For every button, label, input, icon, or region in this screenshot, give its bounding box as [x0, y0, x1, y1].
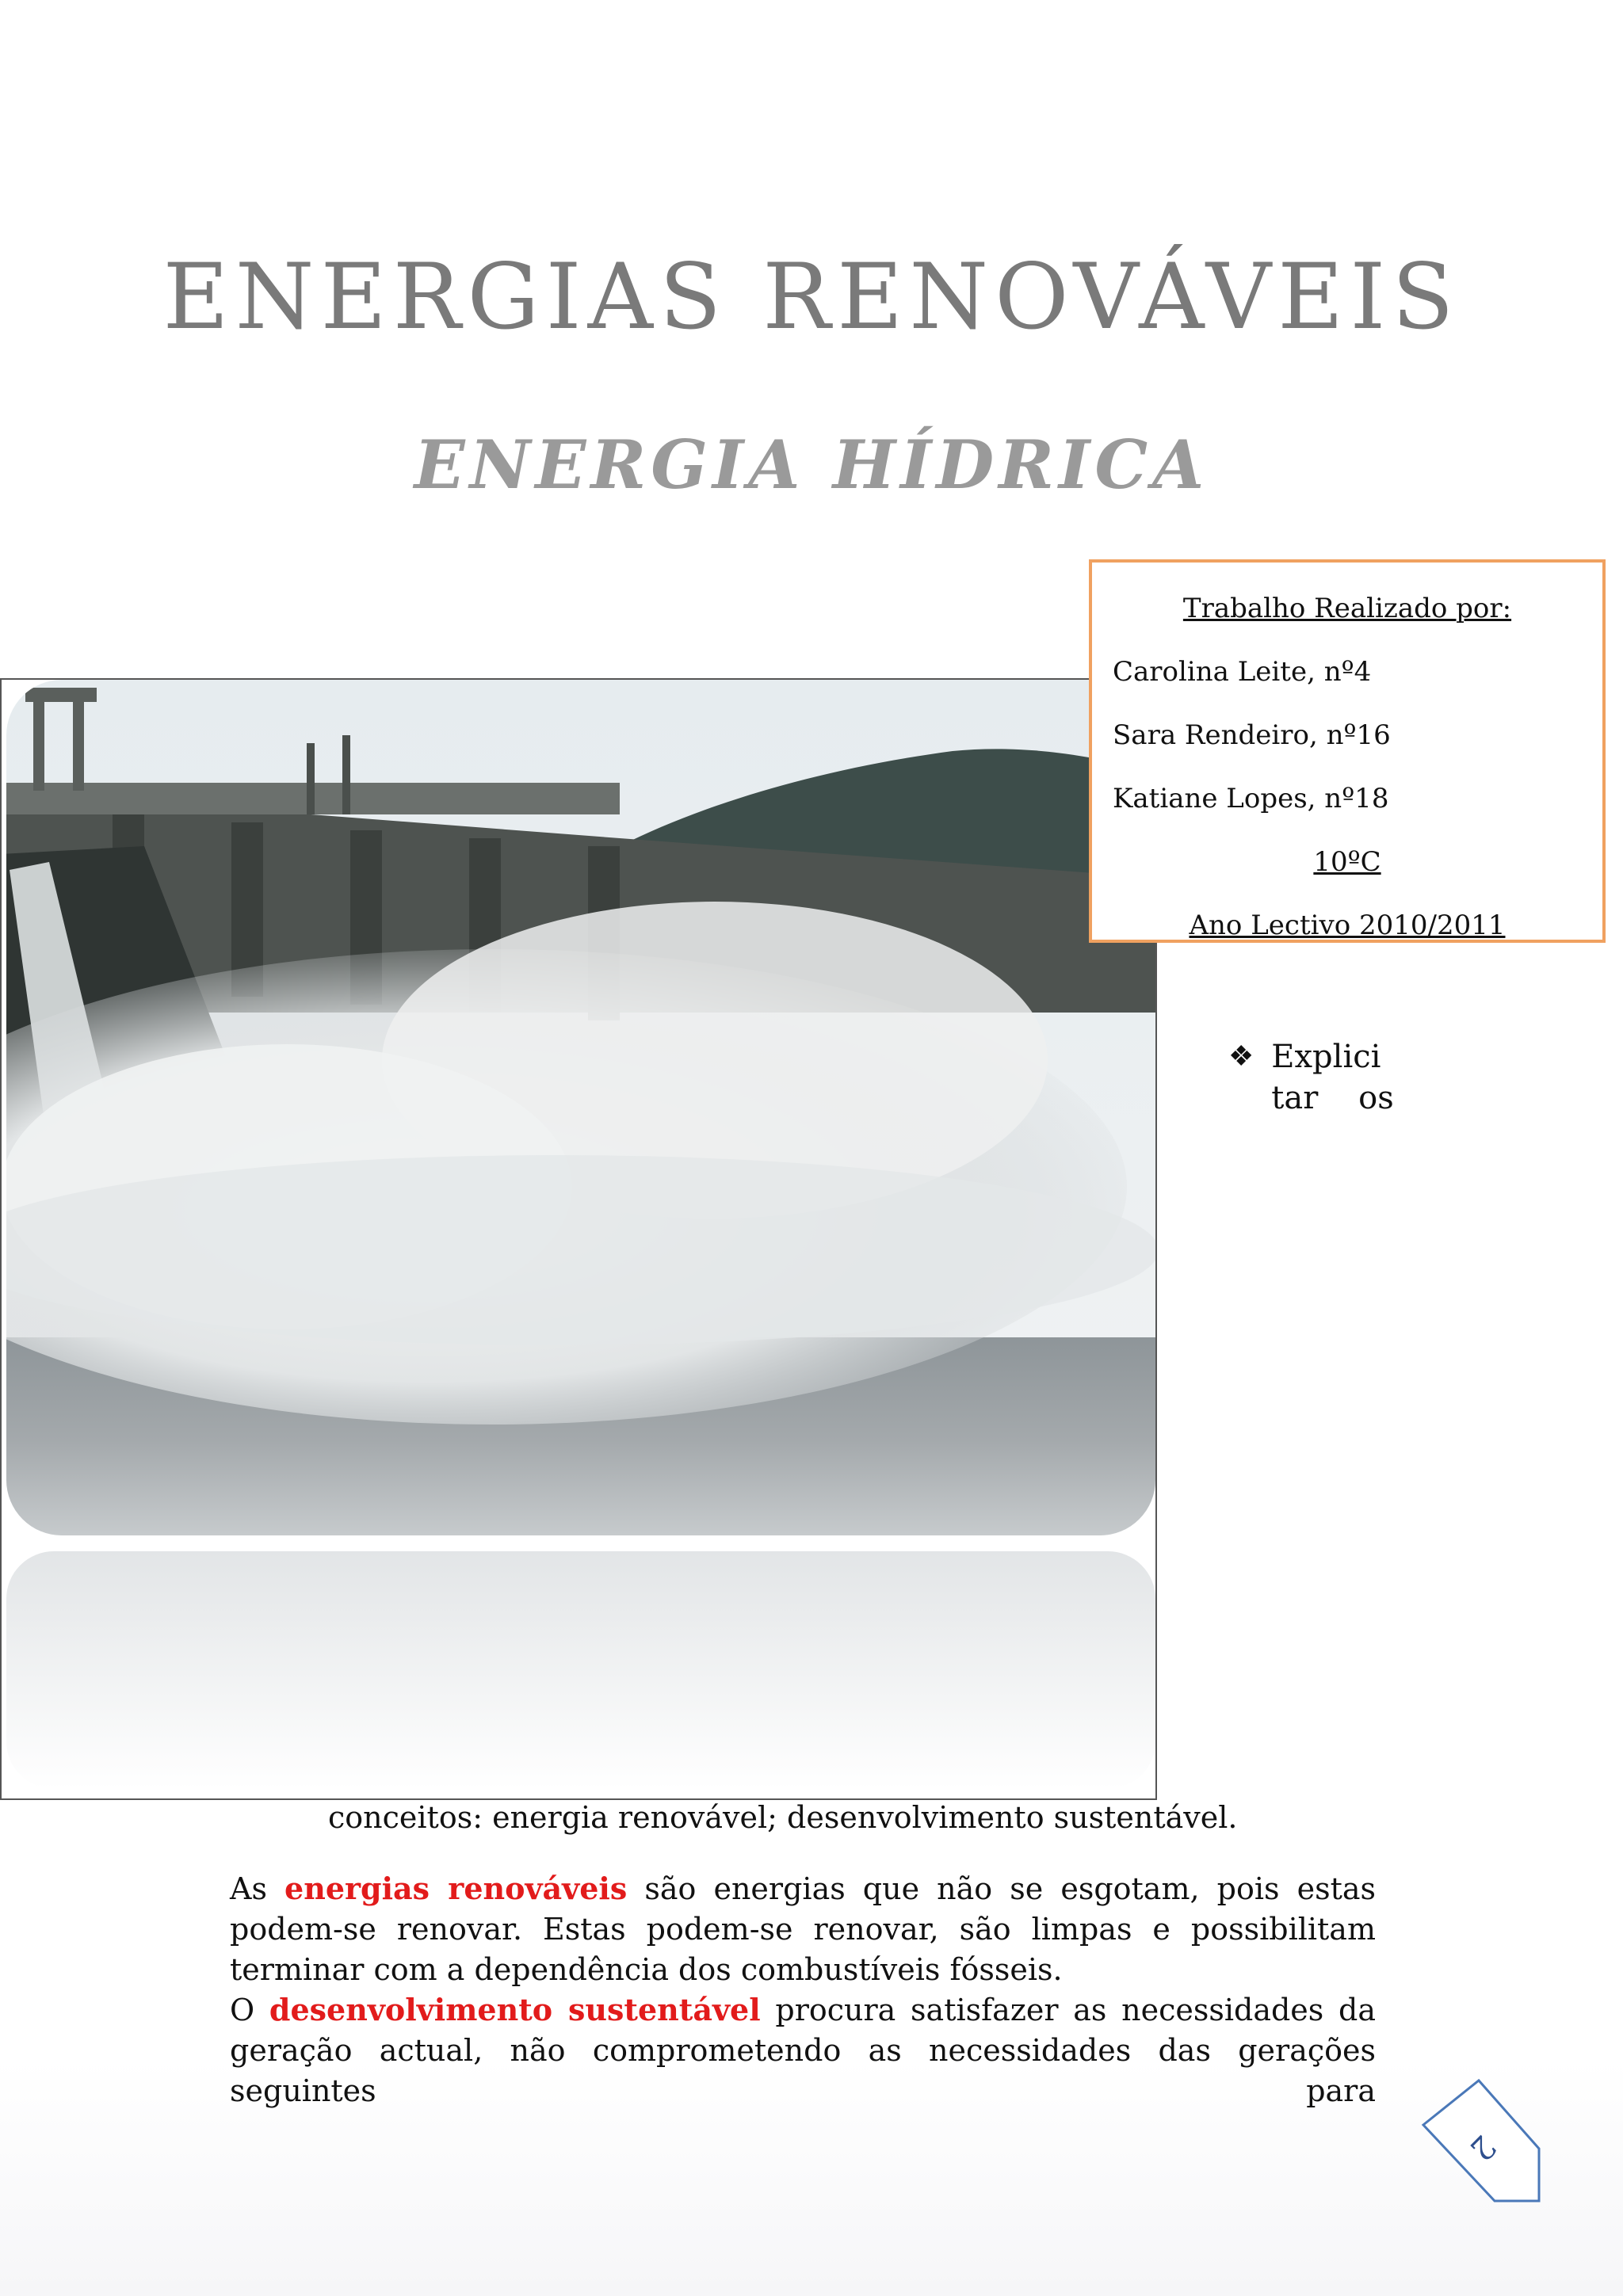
hydro-dam-photo [0, 678, 1157, 1800]
paragraph-text: As [230, 1871, 267, 1906]
paragraph-text: são energias que não se esgotam, pois estas podem-se renovar. Estas podem-se renovar, são limpas e possibilitam terminar com a dependência dos combustíveis fósseis. [230, 1871, 1376, 1987]
diamond-bullet-icon: ❖ [1228, 1040, 1254, 1073]
objective-bullet [1228, 1036, 1394, 1119]
author-name: Katiane Lopes, nº18 [1113, 783, 1389, 814]
class-label: 10ºC [1313, 846, 1381, 878]
document-title: ENERGIAS RENOVÁVEIS [162, 244, 1461, 349]
bullet-text [1271, 1036, 1394, 1119]
paragraph-sustainable-development [230, 1989, 1376, 2111]
concepts-line: conceitos: energia renovável; desenvolvimento sustentável. [328, 1800, 1238, 1835]
page-number-tag [1415, 2077, 1542, 2204]
authors-box [1089, 559, 1606, 943]
author-name: Carolina Leite, nº4 [1113, 656, 1372, 688]
school-year: Ano Lectivo 2010/2011 [1189, 910, 1506, 941]
bullet-line: Explici [1271, 1039, 1381, 1075]
document-subtitle: ENERGIA HÍDRICA [414, 425, 1209, 504]
dam-illustration [2, 680, 1157, 1800]
highlighted-term: energias renováveis [285, 1871, 628, 1906]
paragraph-text: procura satisfazer as necessidades da geração actual, não comprometendo as necessidades das gerações seguintes para [230, 1993, 1376, 2108]
author-name: Sara Rendeiro, nº16 [1113, 719, 1391, 751]
highlighted-term: desenvolvimento sustentável [269, 1992, 761, 2027]
paragraph-renewable-energy [230, 1868, 1376, 1990]
bullet-line: tar os [1271, 1080, 1394, 1116]
paragraph-text: O [230, 1993, 255, 2027]
authors-heading: Trabalho Realizado por: [1182, 593, 1512, 624]
page-number: 2 [1462, 2127, 1503, 2168]
